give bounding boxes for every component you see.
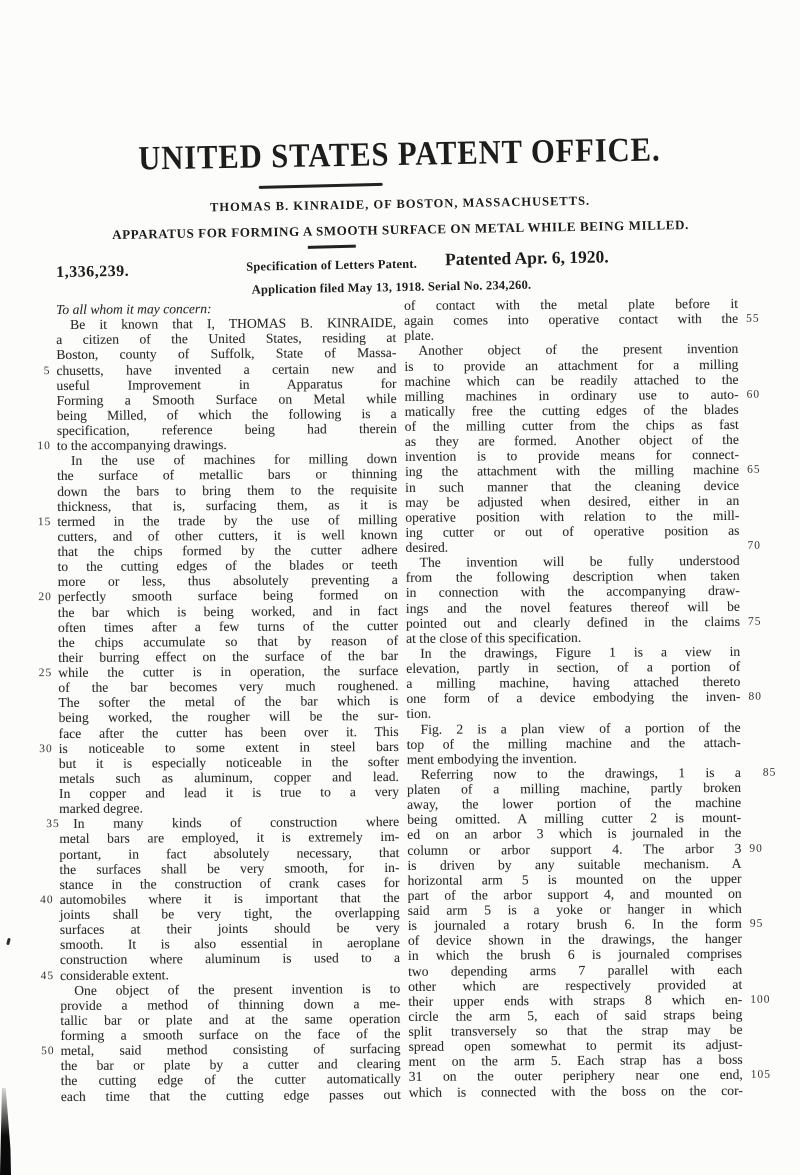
line-number: 10 [37, 440, 51, 453]
text-line: in connection with the accompanying draw- [405, 583, 740, 601]
text-line: 40 automobiles where it is important that the [60, 890, 400, 907]
text-line: top of the milling machine and the attach- [406, 734, 741, 752]
text-line: 45 considerable extent. [60, 965, 400, 982]
text-line: forming a smooth surface on the face of the [60, 1025, 401, 1044]
line-number: 35 [46, 818, 60, 831]
text-line: stance in the construction of crank cases for [59, 874, 400, 892]
text-line: but it is especially noticeable in the softer [58, 753, 399, 771]
text-line: in such manner that the cleaning device [405, 477, 740, 495]
text-line: being Milled, of which the following is a [56, 405, 397, 423]
text-line: often times after a few turns of the cutter [57, 617, 399, 635]
text-line: operative position with relation to the mill- [405, 507, 740, 525]
text-line: face after the cutter has been over it. This [58, 723, 399, 741]
text-line: tallic bar or plate and at the same operation [60, 1010, 401, 1028]
text-line: 95 is journaled a rotary brush 6. In the form [408, 916, 742, 933]
text-line: platen of a milling machine, partly broken [406, 779, 742, 797]
text-line: 30 is noticeable to some extent in steel bars [59, 739, 399, 756]
text-line: The softer the metal of the bar which is [58, 693, 399, 711]
inventor-line: THOMAS B. KINRAIDE, OF BOSTON, MASSACHUSETTS. [209, 193, 591, 215]
patent-number: 1,336,239. [56, 262, 130, 282]
text-line: In the use of machines for milling down [70, 451, 398, 469]
text-line: of device shown in the drawings, the hanger [407, 931, 742, 949]
text-line: 10 to the accompanying drawings. [57, 436, 397, 453]
text-line: ment on the arm 5. Each strap has a boss [408, 1052, 743, 1070]
text-line: In copper and lead it is true to a very [58, 783, 400, 802]
text-line: machine which can be readily attached to the [404, 371, 739, 389]
line-number: 30 [39, 742, 53, 755]
text-line: the cutting edge of the cutter automatically [60, 1071, 401, 1089]
text-line: cutters, and of other cutters, it is well known [57, 526, 398, 544]
text-line: 60 milling machines in ordinary use to auto- [405, 387, 739, 404]
page-title-text: UNITED STATES PATENT OFFICE. [137, 131, 661, 178]
text-line: marked degree. [59, 800, 143, 817]
text-line: to the cutting edges of the blades or teeth [57, 557, 398, 575]
text-line: ed on an arbor 3 which is journaled in the [407, 825, 742, 843]
line-number: 65 [747, 464, 761, 477]
line-number: 5 [43, 364, 51, 377]
text-line: elevation, partly in section, of a portion of [406, 658, 741, 676]
text-line: tion. [406, 706, 432, 722]
text-line: To all whom it may concern: [56, 301, 212, 318]
text-line: plate. [404, 327, 435, 344]
text-line: ings and the novel features thereof will be [405, 598, 740, 616]
text-line: 65 ing the attachment with the milling machine [405, 462, 739, 479]
text-line: may be adjusted when desired, either in an [405, 492, 740, 510]
text-line: matically free the cutting edges of the blades [404, 401, 739, 419]
text-line: 35 In many kinds of construction where [59, 814, 399, 831]
text-line: the surface of metallic bars or thinning [57, 466, 398, 484]
text-line: is to provide an attachment for a milling [404, 356, 739, 374]
line-number: 85 [762, 766, 777, 779]
text-line: of the bar becomes very much roughened. [58, 678, 399, 696]
text-line: that the chips formed by the cutter adhere [57, 541, 398, 560]
line-number: 70 [747, 539, 762, 552]
text-line: 85 Referring now to the drawings, 1 is a [407, 765, 741, 782]
text-line: each time that the cutting edge passes out [60, 1086, 401, 1104]
text-line: down the bars to bring them to the requisite [57, 481, 398, 499]
text-line: which is connected with the boss on the cor- [408, 1082, 743, 1100]
text-line: invention is to provide means for connect- [404, 447, 740, 465]
text-line: as they are formed. Another object of the [404, 431, 739, 450]
text-line: construction where aluminum is used to a [59, 950, 401, 968]
text-line: 70 desired. [405, 538, 739, 555]
text-line: the surfaces shall be very smooth, for in- [59, 859, 400, 877]
text-line: being worked, the rougher will be the sur- [58, 708, 399, 726]
text-line: other which are respectively provided at [408, 976, 743, 994]
text-line: In the drawings, Figure 1 is a view in [420, 643, 741, 661]
line-number: 100 [750, 993, 771, 1006]
text-line: of the milling cutter from the chips as fast [404, 416, 739, 434]
text-line: the chips accumulate so that by reason of [58, 632, 399, 650]
text-line: a citizen of the United States, residing at [56, 330, 397, 348]
line-number: 75 [747, 615, 762, 628]
text-line: horizontal arm 5 is mounted on the upper [407, 870, 742, 888]
text-line: portant, in fact absolutely necessary, that [59, 844, 400, 862]
patented-date: Patented Apr. 6, 1920. [444, 246, 609, 270]
text-line: is driven by any suitable mechanism. A [407, 855, 742, 873]
text-line: circle the arm 5, each of said straps being [408, 1006, 743, 1024]
text-line: away, the lower portion of the machine [407, 794, 742, 813]
line-number: 55 [746, 312, 760, 325]
text-line: joints shall be very tight, the overlapping [59, 904, 400, 923]
text-line: Forming a Smooth Surface on Metal while [56, 390, 397, 408]
text-line: the bar or plate by a cutter and clearing [60, 1056, 401, 1074]
line-number: 95 [749, 917, 764, 930]
text-line: their burring effect on the surface of the bar [58, 647, 399, 665]
left-column [37, 300, 401, 1104]
text-line: surfaces at their joints should be very [59, 920, 400, 938]
text-line: from the following description when taken [405, 568, 740, 586]
text-line: 5 chusetts, have invented a certain new and [56, 360, 396, 377]
line-number: 105 [750, 1069, 772, 1082]
text-line: 20 perfectly smooth surface being formed on [58, 587, 398, 604]
line-number: 15 [37, 515, 52, 528]
text-line: more or less, thus absolutely preventing a [57, 572, 398, 590]
text-line: 100 their upper ends with straps 8 which en- [408, 992, 742, 1009]
text-line: being omitted. A milling cutter 2 is mount- [407, 810, 742, 828]
text-line: spread open somewhat to permit its adjust- [408, 1036, 743, 1055]
text-line: split transversely so that the strap may be [408, 1021, 743, 1039]
line-number: 25 [38, 667, 53, 680]
line-number: 40 [40, 893, 54, 907]
text-line: Another object of the present invention [418, 341, 739, 359]
text-line: Be it known that I, THOMAS B. KINRAIDE, [70, 315, 397, 333]
text-line: at the close of this specification. [406, 629, 582, 646]
invention-title: APPARATUS FOR FORMING A SMOOTH SURFACE ON METAL WHILE BEING MILLED. [112, 216, 689, 243]
text-line: 80 one form of a device embodying the inven- [406, 689, 740, 706]
text-line: provide a method of thinning down a me- [60, 995, 401, 1013]
text-line: Fig. 2 is a plan view of a portion of the [420, 719, 741, 737]
text-line: the bar which is being worked, and in fact [57, 602, 398, 620]
text-line: 105 31 on the outer periphery near one end, [409, 1067, 743, 1084]
specification-label: Specification of Letters Patent. [246, 256, 418, 274]
text-line: 75 pointed out and clearly defined in the claims [406, 613, 740, 630]
line-number: 60 [746, 388, 761, 401]
text-line: metals such as aluminum, copper and lead. [58, 768, 399, 786]
line-number: 45 [40, 969, 55, 982]
text-line: 15 termed in the trade by the use of milling [57, 512, 397, 529]
text-line: metal bars are employed, it is extremely im- [59, 829, 400, 847]
text-line: a milling machine, having attached thereto [406, 673, 741, 692]
line-number: 80 [748, 690, 762, 704]
text-line: two depending arms 7 parallel with each [408, 961, 743, 979]
text-line: ing cutter or out of operative position as [405, 522, 740, 540]
line-number: 50 [41, 1045, 55, 1058]
right-column [403, 295, 777, 1100]
text-line: of contact with the metal plate before it [403, 295, 739, 313]
text-line: smooth. It is also essential in aeroplane [59, 935, 400, 953]
text-line: in which the brush 6 is journaled comprises [407, 946, 743, 964]
text-line: 25 while the cutter is in operation, the surface [58, 663, 398, 680]
text-line: 55 again comes into operative contact with the [404, 311, 738, 328]
text-line: specification, reference being had therein [56, 420, 397, 439]
text-line: part of the arbor support 4, and mounted on [407, 885, 742, 903]
text-line: thickness, that is, surfacing them, as it is [57, 496, 398, 514]
line-number: 20 [38, 591, 52, 604]
text-line: The invention will be fully understood [419, 552, 740, 570]
text-line: 90 column or arbor support 4. The arbor 3 [407, 840, 741, 857]
text-line: ment embodying the invention. [406, 750, 577, 767]
text-line: One object of the present invention is to [74, 980, 401, 998]
text-line: said arm 5 is a yoke or hanger in which [407, 900, 742, 918]
line-number: 90 [749, 842, 763, 855]
text-line: 50 metal, said method consisting of surfacing [61, 1041, 401, 1058]
text-line: useful Improvement in Apparatus for [56, 375, 397, 393]
application-line: Application filed May 13, 1918. Serial No. 234,260. [251, 277, 532, 297]
text-line: Boston, county of Suffolk, State of Massa- [56, 345, 397, 363]
